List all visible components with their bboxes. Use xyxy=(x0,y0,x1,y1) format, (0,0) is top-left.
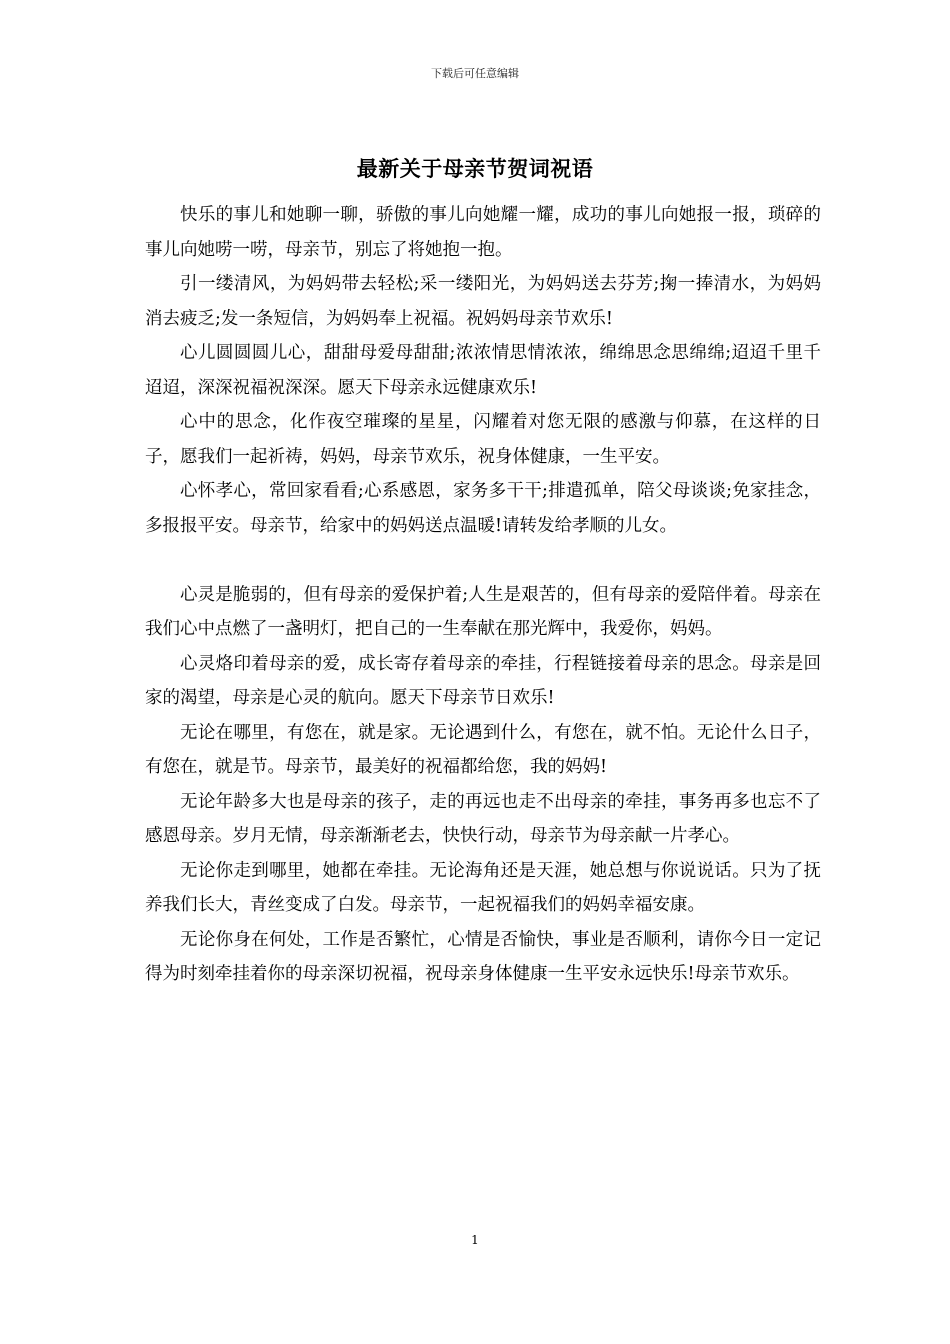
page-header: 下载后可任意编辑 xyxy=(431,67,519,80)
paragraph-8: 无论在哪里，有您在，就是家。无论遇到什么，有您在，就不怕。无论什么日子，有您在，就是节。母亲节，最美好的祝福都给您，我的妈妈! xyxy=(145,722,821,777)
paragraph-11: 无论你身在何处，工作是否繁忙，心情是否愉快，事业是否顺利，请你今日一定记得为时刻牵挂着你的母亲深切祝福，祝母亲身体健康一生平安永远快乐!母亲节欢乐。 xyxy=(145,929,821,984)
document-title: 最新关于母亲节贺词祝语 xyxy=(356,156,594,181)
blank-line xyxy=(145,543,821,578)
page-number: 1 xyxy=(471,1233,479,1247)
paragraph-10: 无论你走到哪里，她都在牵挂。无论海角还是天涯，她总想与你说说话。只为了抚养我们长大，青丝变成了白发。母亲节，一起祝福我们的妈妈幸福安康。 xyxy=(145,860,821,915)
paragraph-7: 心灵烙印着母亲的爱，成长寄存着母亲的牵挂，行程链接着母亲的思念。母亲是回家的渴望，母亲是心灵的航向。愿天下母亲节日欢乐! xyxy=(145,653,821,708)
paragraph-2: 引一缕清风，为妈妈带去轻松;采一缕阳光，为妈妈送去芬芳;掬一捧清水，为妈妈消去疲乏;发一条短信，为妈妈奉上祝福。祝妈妈母亲节欢乐! xyxy=(145,274,821,329)
document-body xyxy=(145,198,821,992)
paragraph-6: 心灵是脆弱的，但有母亲的爱保护着;人生是艰苦的，但有母亲的爱陪伴着。母亲在我们心中点燃了一盏明灯，把自己的一生奉献在那光辉中，我爱你，妈妈。 xyxy=(145,584,821,639)
paragraph-3: 心儿圆圆圆儿心，甜甜母爱母甜甜;浓浓情思情浓浓，绵绵思念思绵绵;迢迢千里千迢迢，深深祝福祝深深。愿天下母亲永远健康欢乐! xyxy=(145,343,821,398)
paragraph-9: 无论年龄多大也是母亲的孩子，走的再远也走不出母亲的牵挂，事务再多也忘不了感恩母亲。岁月无情，母亲渐渐老去，快快行动，母亲节为母亲献一片孝心。 xyxy=(145,791,821,846)
paragraph-1: 快乐的事儿和她聊一聊，骄傲的事儿向她耀一耀，成功的事儿向她报一报，琐碎的事儿向她唠一唠，母亲节，别忘了将她抱一抱。 xyxy=(145,205,821,260)
paragraph-5: 心怀孝心，常回家看看;心系感恩，家务多干干;排遣孤单，陪父母谈谈;免家挂念，多报报平安。母亲节，给家中的妈妈送点温暖!请转发给孝顺的儿女。 xyxy=(145,481,821,536)
paragraph-4: 心中的思念，化作夜空璀璨的星星，闪耀着对您无限的感激与仰慕，在这样的日子，愿我们一起祈祷，妈妈，母亲节欢乐，祝身体健康，一生平安。 xyxy=(145,412,821,467)
